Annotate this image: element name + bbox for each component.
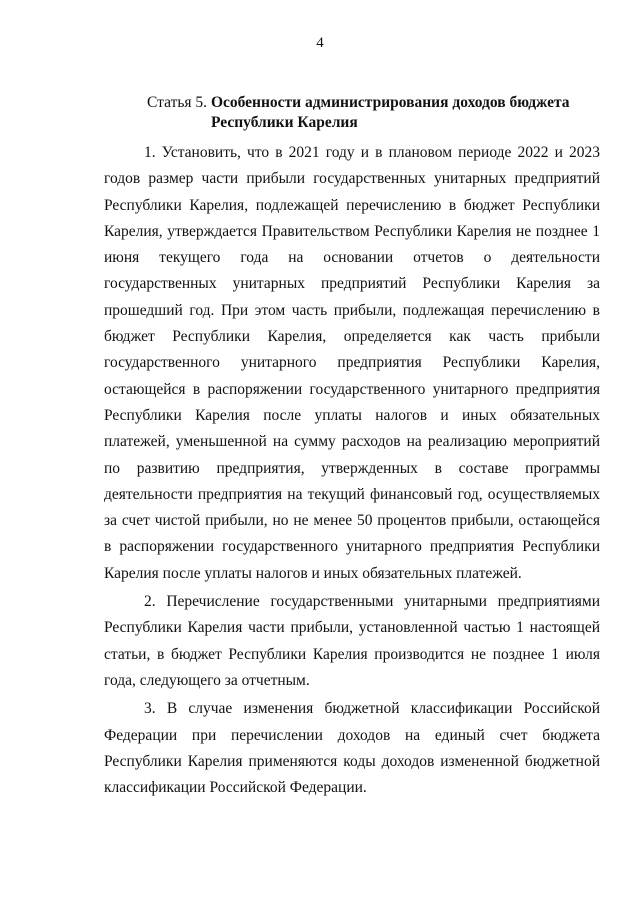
paragraph-3: 3. В случае изменения бюджетной классификации Российской Федерации при перечислении доходов на единый счет бюджета Республики Карелия применяются коды доходов измененной бюджетной классификации Российской Федерации. bbox=[104, 700, 600, 797]
paragraph-1: 1. Установить, что в 2021 году и в плановом периоде 2022 и 2023 годов размер части прибыли государственных унитарных предприятий Республики Карелия, подлежащей перечислению в бюджет Республики Карелия, утверждается Правительством Республики Карелия не позднее 1 июня текущего года на основании отчетов о деятельности государственных унитарных предприятий Республики Карелия за прошедший год. При этом часть прибыли, подлежащая перечислению в бюджет Республики Карелия, определяется как часть прибыли государственного унитарного предприятия Республики Карелия, остающейся в распоряжении государственного унитарного предприятия Республики Карелия после уплаты налогов и иных обязательных платежей, уменьшенной на сумму расходов на реализацию мероприятий по развитию предприятия, утвержденных в составе программы деятельности предприятия на текущий финансовый год, осуществляемых за счет чистой прибыли, но не менее 50 процентов прибыли, остающейся в распоряжении государственного унитарного предприятия Республики Карелия после уплаты налогов и иных обязательных платежей. bbox=[104, 144, 600, 582]
article-title-continuation: Республики Карелия bbox=[211, 114, 358, 131]
article-number: Статья 5. bbox=[147, 94, 208, 111]
article-heading bbox=[147, 93, 570, 133]
article-title: Особенности администрирования доходов бюджета bbox=[210, 94, 570, 111]
page-number: 4 bbox=[316, 35, 324, 51]
paragraph-2: 2. Перечисление государственными унитарными предприятиями Республики Карелия части прибыли, установленной частью 1 настоящей статьи, в бюджет Республики Карелия производится не позднее 1 июля года, следующего за отчетным. bbox=[104, 593, 600, 689]
article-body bbox=[104, 140, 600, 801]
